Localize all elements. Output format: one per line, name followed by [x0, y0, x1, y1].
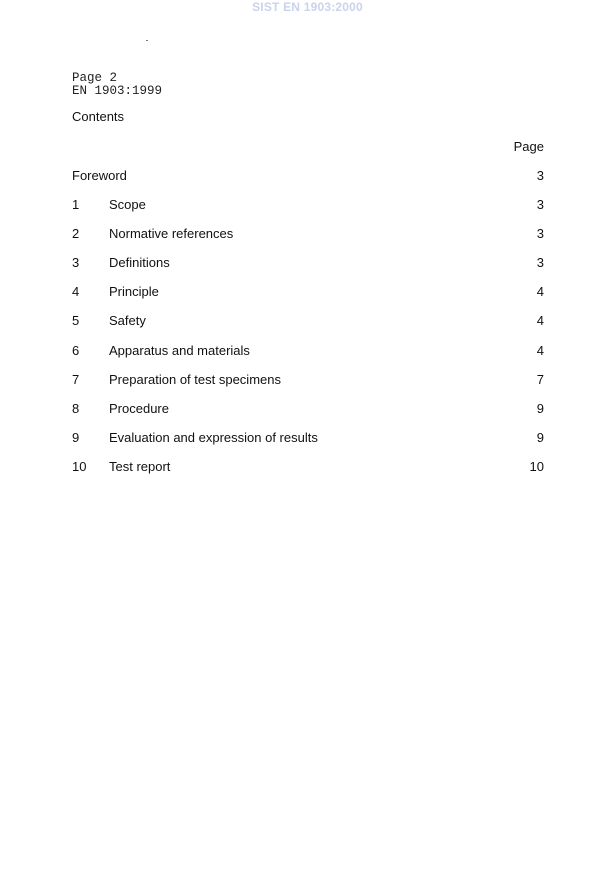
page-column-heading: Page: [513, 139, 544, 154]
standard-number: EN 1903:1999: [72, 84, 163, 98]
toc-row-foreword[interactable]: [72, 168, 544, 197]
toc-row-7[interactable]: [72, 372, 544, 401]
toc-number: 10: [72, 458, 87, 474]
toc-number: 5: [72, 313, 80, 329]
toc-title: Evaluation and expression of results: [109, 429, 318, 445]
toc-page: 3: [536, 226, 544, 242]
page-header: [72, 72, 162, 98]
toc-page: 9: [536, 400, 544, 416]
toc-title: Apparatus and materials: [109, 342, 250, 358]
toc-page: 4: [536, 342, 544, 358]
table-of-contents: [72, 168, 544, 488]
toc-row-3[interactable]: [72, 255, 544, 284]
toc-number: 9: [72, 429, 80, 445]
toc-page: 3: [536, 255, 544, 271]
toc-number: 8: [72, 400, 80, 416]
toc-number: 2: [72, 226, 80, 242]
toc-title: Principle: [109, 284, 159, 300]
toc-title: Preparation of test specimens: [109, 371, 281, 387]
toc-page: 9: [536, 429, 544, 445]
toc-number: 6: [72, 342, 80, 358]
toc-title: Safety: [109, 313, 146, 329]
toc-number: 4: [72, 284, 80, 300]
toc-row-1[interactable]: [72, 197, 544, 226]
toc-number: 3: [72, 255, 80, 271]
toc-title: Definitions: [109, 255, 170, 271]
toc-row-5[interactable]: [72, 313, 544, 342]
toc-title: Foreword: [72, 168, 127, 183]
toc-page: 7: [536, 371, 544, 387]
watermark: SIST EN 1903:2000: [252, 0, 363, 14]
toc-row-8[interactable]: [72, 401, 544, 430]
toc-row-6[interactable]: [72, 343, 544, 372]
toc-title: Test report: [109, 458, 171, 474]
toc-page: 10: [529, 458, 544, 474]
toc-row-2[interactable]: [72, 226, 544, 255]
toc-number: 7: [72, 371, 80, 387]
page-label: Page 2: [72, 71, 118, 85]
toc-title: Procedure: [109, 400, 169, 416]
toc-page: 3: [536, 197, 544, 213]
toc-page: 3: [536, 168, 544, 183]
toc-row-4[interactable]: [72, 284, 544, 313]
toc-number: 1: [72, 197, 80, 213]
toc-row-10[interactable]: [72, 459, 544, 488]
scan-speck: [146, 40, 148, 41]
toc-title: Scope: [109, 197, 146, 213]
contents-heading: Contents: [72, 109, 125, 124]
toc-title: Normative references: [109, 226, 234, 242]
toc-row-9[interactable]: [72, 430, 544, 459]
toc-page: 4: [536, 284, 544, 300]
toc-page: 4: [536, 313, 544, 329]
